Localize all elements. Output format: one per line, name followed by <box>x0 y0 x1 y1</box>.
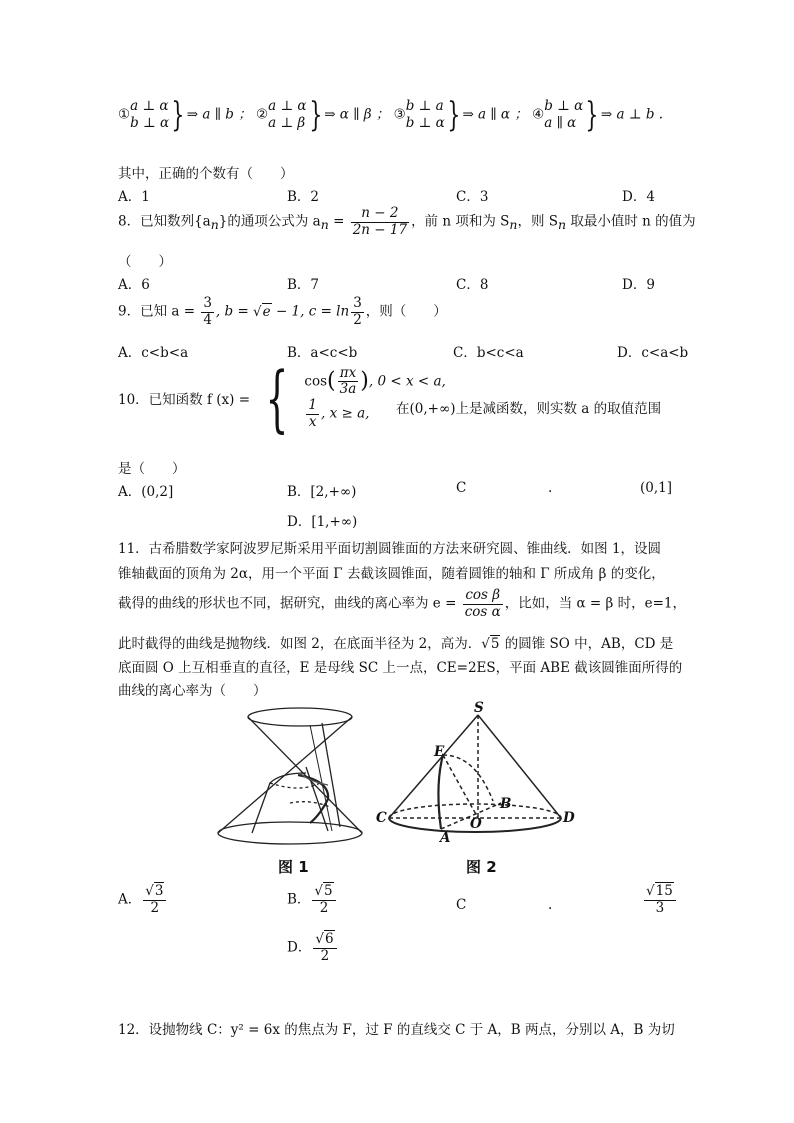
q8-post2: ，则 S <box>517 213 558 230</box>
q10-post2: 是（ ） <box>118 461 186 477</box>
fig2-label-c: C <box>376 810 387 826</box>
q11-option-a-label: A． <box>118 891 142 908</box>
q7-s1-b: b ⊥ α <box>130 115 170 131</box>
q9-b: , b = <box>215 303 254 320</box>
q8-blank: （ ） <box>118 254 172 270</box>
q8-option-b: B．7 <box>287 277 320 293</box>
q10-case1-cos: cos <box>304 373 328 390</box>
q7-option-d: D．4 <box>622 189 655 205</box>
q9-c-num: 3 <box>353 295 362 311</box>
q11-l4a: 此时截得的曲线是抛物线．如图 2，在底面半径为 2，高为． <box>118 636 482 652</box>
q8-option-d: D．9 <box>622 277 655 293</box>
q7-s4-a: b ⊥ α <box>544 98 584 115</box>
q11-option-c-rad: 15 <box>655 883 673 899</box>
fig2-label-a: A <box>440 830 451 846</box>
q10-option-d: D．[1,+∞) <box>287 514 358 530</box>
q8-frac-den: 2n − 17 <box>352 221 408 238</box>
q11-line-4: 此时截得的曲线是抛物线．如图 2，在底面半径为 2，高为．√5 的圆锥 SO 中，AB，CD 是 <box>118 636 674 652</box>
q8-post3: 取最小值时 n 的值为 <box>566 213 696 230</box>
q9-option-d: D．c<a<b <box>617 345 689 361</box>
q8-stem <box>118 206 696 238</box>
q7-s3-a: b ⊥ a <box>405 98 444 115</box>
q9-option-b: B．a<c<b <box>287 345 358 361</box>
q11-option-c-value: $\frac{√15}{3}$ <box>642 884 678 916</box>
q10-case2-den: x <box>308 413 317 430</box>
q11-option-c-den: 3 <box>655 899 665 916</box>
q10-case2 <box>304 398 369 430</box>
fig2-label-o: O <box>470 816 482 832</box>
q7-s1-a: a ⊥ α <box>130 98 169 115</box>
q9-pre: 9．已知 a = <box>118 303 200 320</box>
q10-case1-num: πx <box>338 366 359 383</box>
q7-num-3: ③ <box>393 106 406 123</box>
q11-option-b-label: B． <box>287 891 311 908</box>
q11-option-d-rad: 6 <box>324 931 334 947</box>
q10-option-b: B．[2,+∞) <box>287 484 357 500</box>
q11-l3b: ，比如，当 α = β 时，e=1， <box>504 595 687 612</box>
q9-post: ，则（ ） <box>365 303 447 320</box>
q9-e-rad: e <box>262 303 271 320</box>
q9-option-c: C．b<c<a <box>453 345 524 361</box>
q7-s1-c: ⇒ a ∥ b ； <box>186 106 252 123</box>
q7-num-1: ① <box>118 106 131 123</box>
q11-line-3 <box>118 588 686 620</box>
q7-s2-b: a ⊥ β <box>268 115 306 131</box>
q11-l3-den: cos α <box>464 603 501 620</box>
q7-option-c: C．3 <box>456 189 489 205</box>
q11-option-c-dot: . <box>548 897 553 913</box>
q10-option-c: C <box>456 480 467 496</box>
q7-num-4: ④ <box>532 106 545 123</box>
q11-l3a: 截得的曲线的形状也不同，据研究，曲线的离心率为 e = <box>118 595 461 612</box>
q10-option-c-dot: . <box>548 480 553 496</box>
q12-line-1: 12．设抛物线 C：y² = 6x 的焦点为 F，过 F 的直线交 C 于 A，B 两点，分别以 A，B 为切 <box>118 1022 675 1038</box>
q9-c-den: 2 <box>353 311 362 328</box>
q11-option-c: C <box>456 897 467 913</box>
q11-option-a-den: 2 <box>150 899 160 916</box>
q10-case1-den: 3a <box>339 381 357 398</box>
q7-num-2: ② <box>256 106 269 123</box>
figure-2-caption: 图 2 <box>466 858 497 876</box>
q9-a-den: 4 <box>203 311 212 328</box>
q11-l4-rad: 5 <box>490 636 500 652</box>
q10-option-c-value: (0,1] <box>640 480 673 496</box>
q10-case2-cond: , x ≥ a, <box>321 405 370 422</box>
q7-prompt: 其中，正确的个数有（ ） <box>118 166 294 182</box>
q8-sub-2: n <box>320 217 329 233</box>
q8-post: ，前 n 项和为 S <box>411 213 510 230</box>
q8-sub-3: n <box>509 217 518 233</box>
q11-option-b-rad: 5 <box>324 883 333 899</box>
fig2-label-d: D <box>563 810 575 826</box>
figure-1-cone-sections <box>210 703 380 853</box>
q11-l3-num: cos β <box>463 588 503 605</box>
q10-post: 在(0,+∞)上是减函数，则实数 a 的取值范围 <box>396 401 662 417</box>
q10-case1-cond: , 0 < x < a, <box>368 373 446 390</box>
q8-option-c: C．8 <box>456 277 489 293</box>
q11-line-2: 锥轴截面的顶角为 2α，用一个平面 Γ 去截该圆锥面，随着圆锥的轴和 Γ 所成角 β 的变化， <box>118 566 665 582</box>
q7-s2-c: ⇒ α ∥ β ； <box>324 106 390 123</box>
figure-1-caption: 图 1 <box>278 858 309 876</box>
q9-option-a: A．c<b<a <box>118 345 189 361</box>
fig2-label-s: S <box>474 700 484 716</box>
q11-option-a: A． $\frac{√3}{2}$ <box>118 884 168 916</box>
q10-option-a: A．(0,2] <box>118 484 174 500</box>
q9-a-num: 3 <box>203 295 212 311</box>
q11-line-6: 曲线的离心率为（ ） <box>118 683 267 699</box>
q8-frac-num: n − 2 <box>351 206 409 223</box>
q10-stem: 10．已知函数 f (x) = { cos( $\frac{\pi x}{3a}$ ), 0 < x < a, $\frac{1}{x}$ , x ≥ a, <box>118 356 446 440</box>
q11-line-1: 11．古希腊数学家阿波罗尼斯采用平面切割圆锥面的方法来研究圆、锥曲线．如图 1，设圆 <box>118 541 662 557</box>
q7-s3-c: ⇒ a ∥ α ； <box>462 106 528 123</box>
q9-stem: 9．已知 a = $\frac{3}{4}$ , b = √e − 1, c = ln $\frac{3}{2}$ ，则（ ） <box>118 295 447 328</box>
q7-s3-b: b ⊥ α <box>405 115 445 131</box>
q11-option-b: B． $\frac{√5}{2}$ <box>287 884 338 916</box>
q7-s4-c: ⇒ a ⊥ b . <box>600 106 664 123</box>
q8-pre: 8．已知数列{a <box>118 213 211 230</box>
q8-option-a: A．6 <box>118 277 150 293</box>
q7-option-a: A．1 <box>118 189 150 205</box>
q8-eq: = <box>328 213 349 230</box>
q7-s4-b: a ∥ α <box>544 115 577 131</box>
q11-option-a-rad: 3 <box>154 883 164 899</box>
q11-option-d: D． $\frac{√6}{2}$ <box>287 932 339 964</box>
q11-l4b: 的圆锥 SO 中，AB，CD 是 <box>500 636 674 652</box>
fig2-label-e: E <box>434 744 445 760</box>
q8-pre2: }的通项公式为 a <box>218 213 321 230</box>
q7-option-b: B．2 <box>287 189 320 205</box>
fig2-label-b: B <box>500 796 512 812</box>
q11-option-b-den: 2 <box>319 899 329 916</box>
q8-sub-1: n <box>210 217 219 233</box>
q7-s2-a: a ⊥ α <box>268 98 307 115</box>
q10-case1: cos( $\frac{\pi x}{3a}$ ), 0 < x < a, <box>304 364 446 398</box>
q8-sub-4: n <box>558 217 567 233</box>
q10-pre: 10．已知函数 f (x) = <box>118 392 251 408</box>
q11-option-d-den: 2 <box>320 947 330 964</box>
q9-b2: − 1, c = ln <box>271 303 350 320</box>
q11-option-d-label: D． <box>287 939 312 956</box>
q7-statements: ①a ⊥ α b ⊥ α} ⇒ a ∥ b ； ②a ⊥ α a ⊥ β } ⇒ α ∥ β ； ③b ⊥ a b ⊥ α} ⇒ a ∥ α ； ④b ⊥ α a ∥ α } ⇒ a ⊥ b . <box>118 95 664 135</box>
q11-line-5: 底面圆 O 上互相垂直的直径，E 是母线 SC 上一点，CE=2ES，平面 ABE 截该圆锥面所得的 <box>118 660 683 676</box>
q10-case2-num: 1 <box>308 397 318 413</box>
